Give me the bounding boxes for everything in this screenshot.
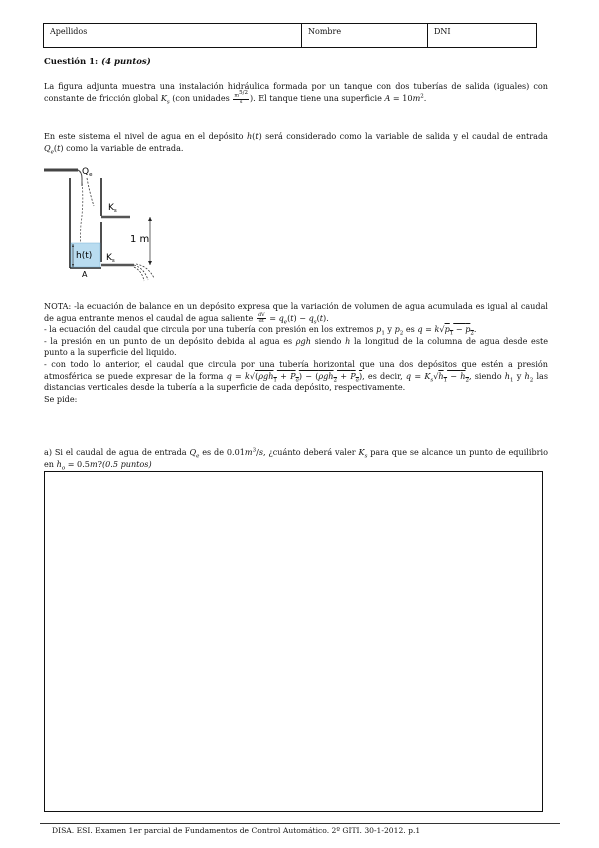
paragraph-variables: En este sistema el nivel de agua en el depósito h(t) será considerado como la variable de salida y el caudal de entrada $Q_e(t)$ como la variable de entrada. xyxy=(44,131,549,156)
qa-text-b: es de xyxy=(202,447,225,457)
footer-rule xyxy=(40,823,560,824)
note-line-4-end: las distancias verticales desde la tubería a la superficie de cada depósito, respectivamente. xyxy=(44,370,549,393)
dv-dt-fraction: $\frac{dV}{dt}$ xyxy=(257,312,265,325)
question-title-label: Cuestión 1: xyxy=(44,57,99,67)
dni-label: DNI xyxy=(434,27,451,36)
nombre-label: Nombre xyxy=(308,27,342,36)
area-label: A xyxy=(82,270,88,279)
h-symbol: h xyxy=(246,131,253,141)
note-line-2-y: y xyxy=(387,324,392,335)
qa-text-c: , ¿cuánto deberá valer xyxy=(262,447,356,457)
p2-text-b: será considerado como la variable de salida y el caudal de entrada xyxy=(265,131,549,141)
nombre-field[interactable] xyxy=(302,24,428,47)
ks-symbol: $K_s$ xyxy=(160,93,170,106)
student-info-table xyxy=(43,23,537,48)
apellidos-field[interactable] xyxy=(44,24,302,47)
note-line-4-siendo: , siendo xyxy=(469,370,502,381)
qe-symbol: $Q_e$ xyxy=(44,143,54,156)
dni-field[interactable] xyxy=(428,24,536,47)
ks-units-fraction: $\frac{m^{5/2}}{s}$ xyxy=(234,90,248,106)
ks-lower-label: $K_s$ xyxy=(106,253,115,264)
tank-diagram xyxy=(44,164,164,284)
note-line-3-end: la longitud de la columna de agua desde este punto a la superficie del liquido. xyxy=(44,335,549,358)
question-title xyxy=(44,57,151,67)
note-line-4: - con todo lo anterior, el caudal que circula por una tubería horizontal que una dos depósitos que estén a presión atmosférica se puede expresar de la forma xyxy=(44,358,548,381)
paragraph-description: La figura adjunta muestra una instalación hidráulica formada por un tanque con dos tuberías de salida (iguales) con constante de fricción global $K_s$ (con unidades $\frac{m^{5/2}}{s}$ ). El tanque tiene una superficie $A = 10m^2$. xyxy=(44,81,548,106)
area-equation: A xyxy=(384,93,391,104)
note-line-2-es: es xyxy=(405,324,415,335)
note-line-3: - la presión en un punto de un depósito debida al agua es xyxy=(44,335,293,346)
qa-points: (0.5 puntos) xyxy=(101,459,152,470)
note-line-2: - la ecuación del caudal que circula por una tubería con presión en los extremos xyxy=(44,324,374,335)
p1-text-b: (con unidades xyxy=(172,93,230,104)
qa-text-d: para que se alcance un punto de equilibrio en xyxy=(44,447,548,470)
page-footer: DISA. ESI. Examen 1er parcial de Fundamentos de Control Automático. 2º GITI. 30-1-2012. p.1 xyxy=(52,826,421,835)
question-points: (4 puntos) xyxy=(101,57,151,67)
note-se-pide: Se pide: xyxy=(44,393,78,404)
ks-upper-label: $K_s$ xyxy=(108,203,117,214)
qa-text-a: a) Si el caudal de agua de entrada xyxy=(44,447,187,457)
note-line-4-y: y xyxy=(516,370,522,381)
apellidos-label: Apellidos xyxy=(50,27,88,36)
p2-text-c: como la variable de entrada. xyxy=(66,143,184,154)
p1-text-a: La figura adjunta muestra una instalación hidráulica formada por un tanque con dos tuberías de salida (iguales) con constante de fricción global xyxy=(44,81,548,104)
note-line-1: NOTA: -la ecuación de balance en un depósito expresa que la variación de volumen de agua acumulada es igual al caudal de agua entrante menos el caudal de agua saliente xyxy=(44,301,548,323)
answer-box[interactable] xyxy=(44,471,543,812)
level-label: h(t) xyxy=(76,251,93,261)
question-a: a) Si el caudal de agua de entrada $Q_e$ es de $0.01m^3/s$, ¿cuánto deberá valer $K_s$ para que se alcance un punto de equilibrio en $h_o$ = 0.5m?(0.5 puntos) xyxy=(44,447,548,472)
note-line-4-es-decir: , es decir, xyxy=(362,370,403,381)
p2-text-a: En este sistema el nivel de agua en el depósito xyxy=(44,131,244,141)
note-block: NOTA: -la ecuación de balance en un depósito expresa que la variación de volumen de agua acumulada es igual al caudal de agua entrante menos el caudal de agua saliente $\frac{dV}{dt}$ = $q_e(t) - q_s(t)$. - la ecuación del caudal que circula por una tubería con presión en los extremos $p_1$ y $p_2$ es $q = k√p_1 - p_2$. - la presión en un punto de un depósito debida al agua es ρgh siendo h la longitud de la columna de agua desde este punto a la superficie del liquido. - con todo lo anterior, el caudal que circula por una tubería horizontal que una dos depósitos que estén a presión atmosférica se puede expresar de la forma $q = k√(\rho gh_1 + P_a) - (\rho gh_2 + P_a)$, es decir, $q = K_s√h_1 - h_2$, siendo $h_1$ y $h_2$ las distancias verticales desde la tubería a la superficie de cada depósito, respectivamente. Se pide: xyxy=(44,301,549,404)
height-label: 1 m xyxy=(130,234,150,245)
note-line-3-siendo: siendo xyxy=(314,335,342,346)
p1-text-c: ). El tanque tiene una superficie xyxy=(249,93,382,104)
qe-label: $Q_e$ xyxy=(82,167,93,178)
